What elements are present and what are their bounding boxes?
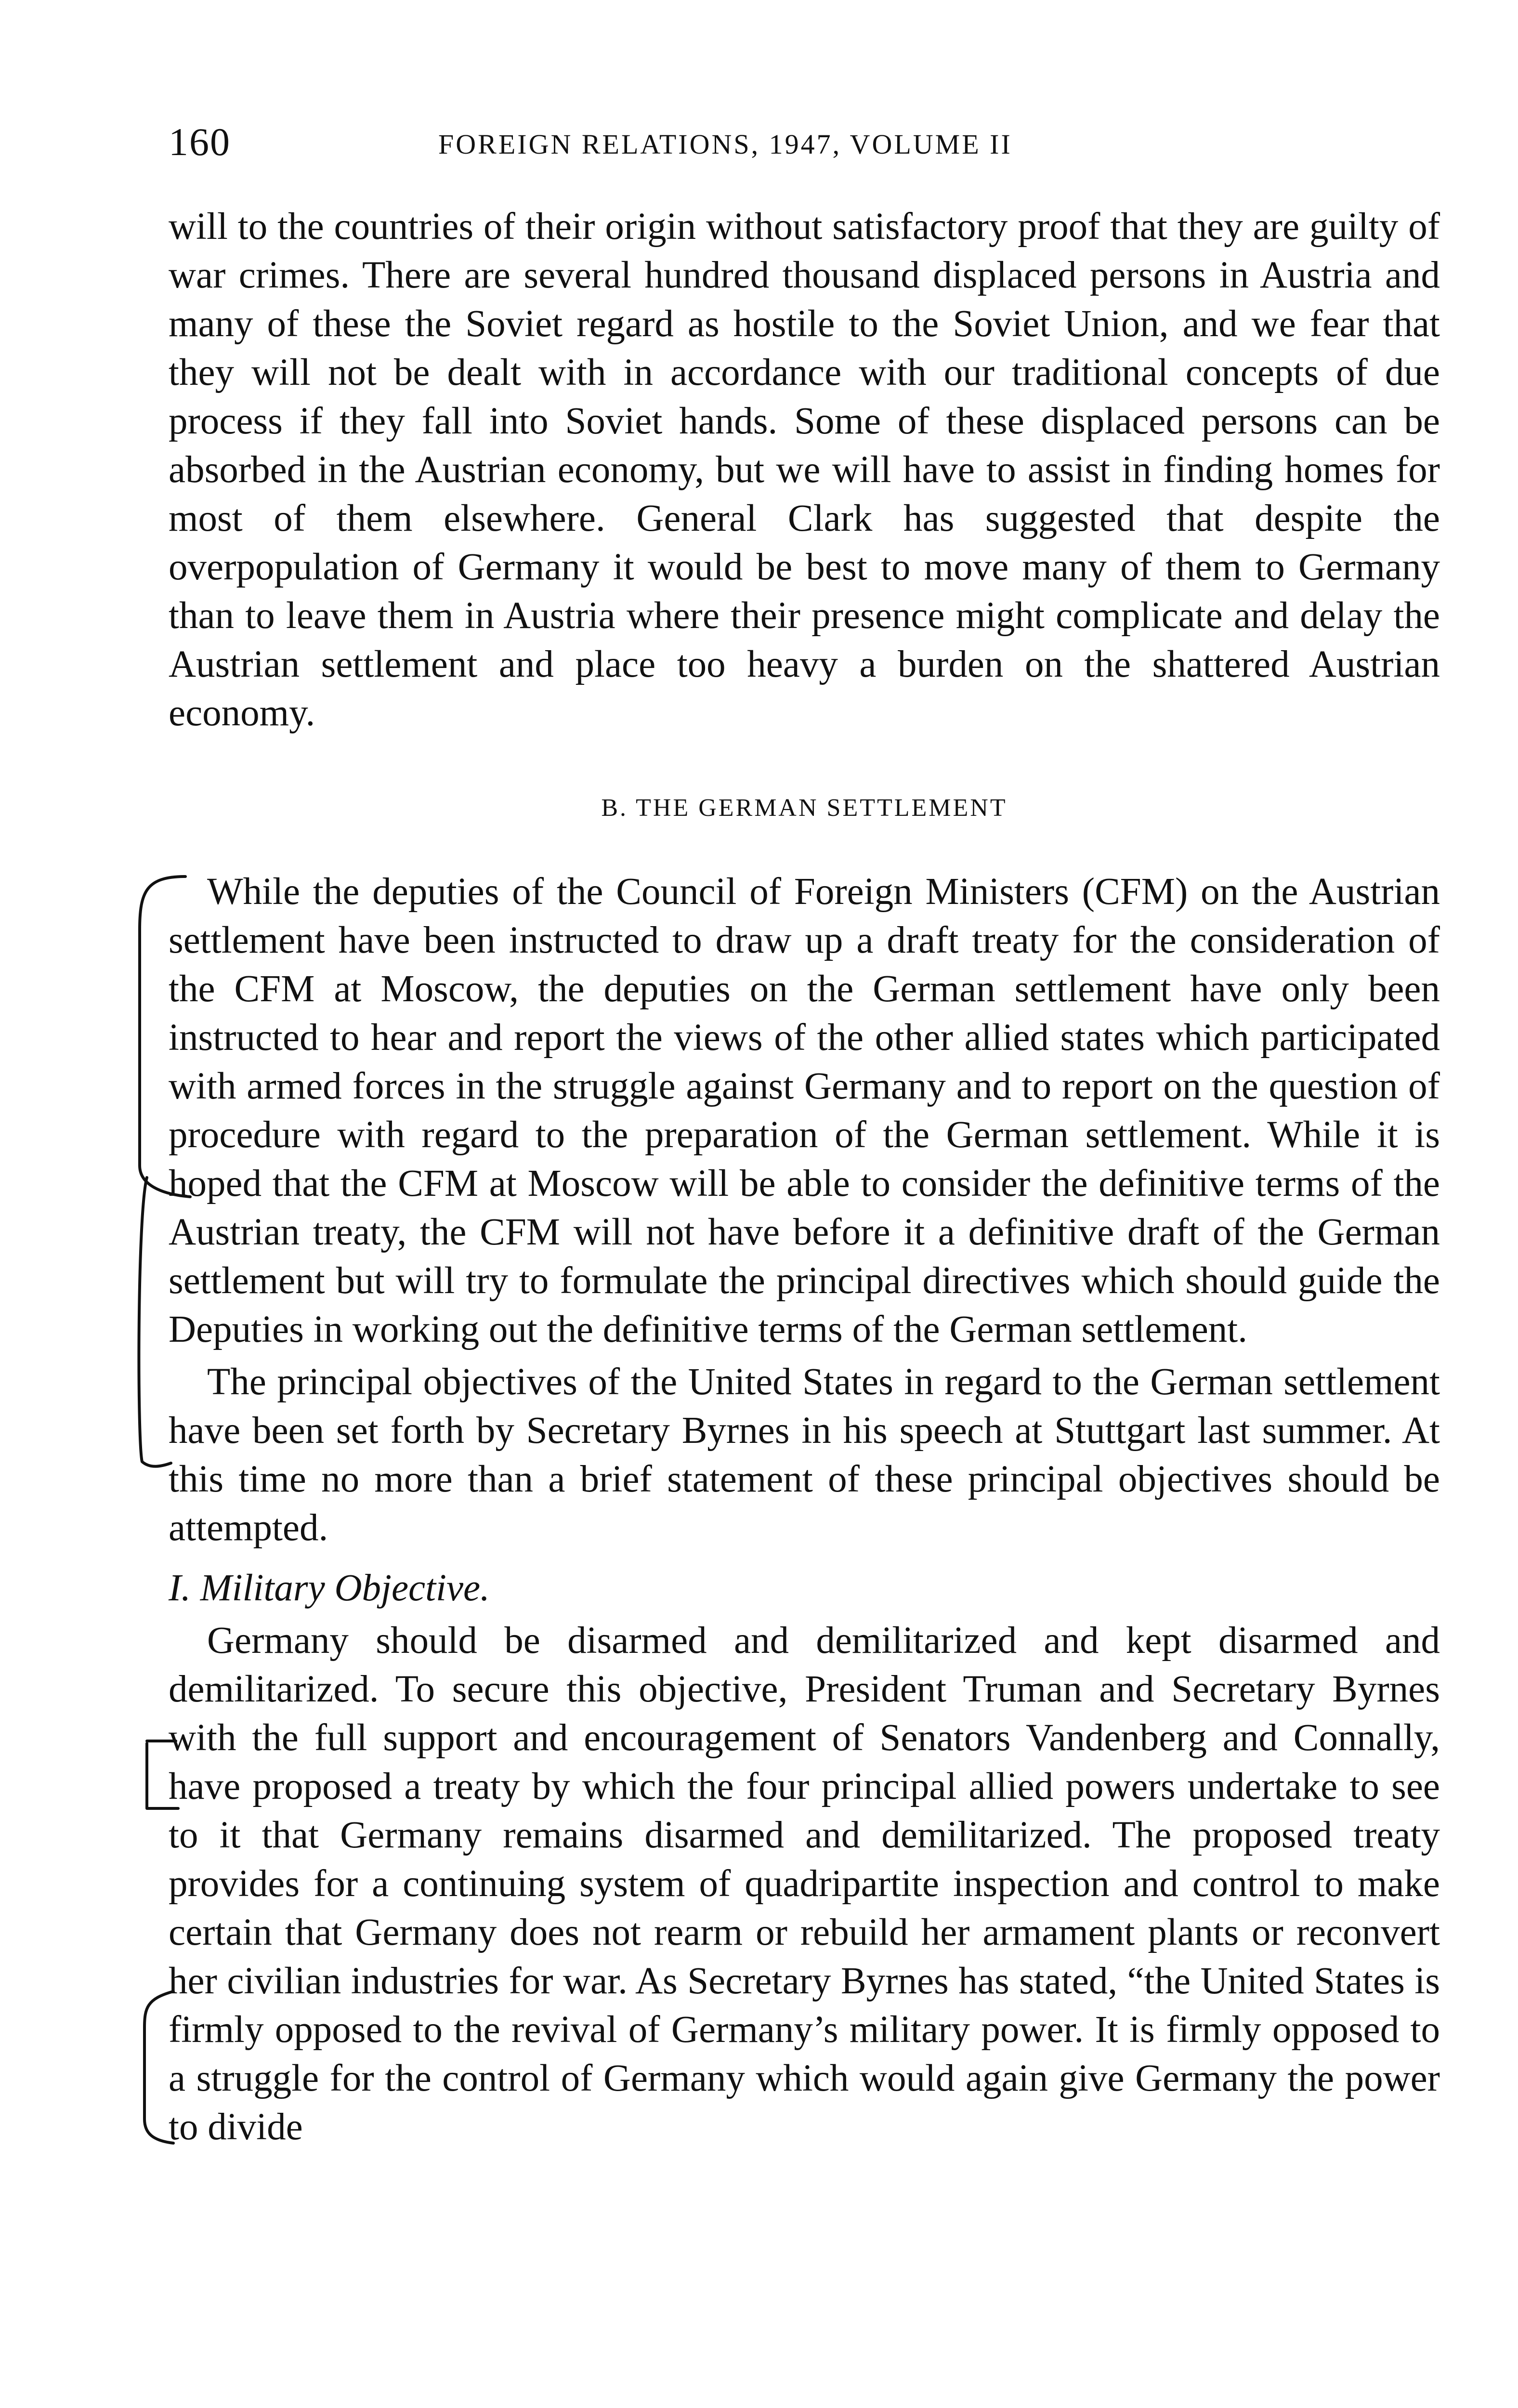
running-head — [169, 119, 1440, 172]
german-settlement-paragraph-2: The principal objectives of the United States in regard to the German settlement have been set forth by Secretary Byrnes in his speech at Stuttgart last summer. At this time no more than a brief statement of these principal objectives should be attempted. — [169, 1361, 1440, 1549]
military-objective-paragraph: Germany should be disarmed and demilitarized and kept disarmed and demilitarized. To secure this objective, President Truman and Secretary Byrnes with the full support and encouragement of Senators Vandenberg and Connally, have proposed a treaty by which the four principal allied powers undertake to see to it that Germany remains disarmed and demilitarized. The proposed treaty provides for a continuing system of quadripartite inspection and control to make certain that Germany does not rearm or rebuild her armament plants or reconvert her civilian industries for war. As Secretary Byrnes has stated, “the United States is firmly opposed to the revival of Germany’s military power. It is firmly opposed to a struggle for the control of Germany which would again give Germany the power to divide — [169, 1620, 1440, 2148]
page-number: 160 — [169, 120, 231, 164]
section-heading-german-settlement: B. THE GERMAN SETTLEMENT — [601, 794, 1008, 822]
military-objective-heading: I. Military Objective. — [169, 1567, 490, 1609]
main-text — [169, 202, 1440, 2155]
publication-title: FOREIGN RELATIONS, 1947, VOLUME II — [438, 129, 1012, 160]
german-settlement-paragraph-1: While the deputies of the Council of Foreign Ministers (CFM) on the Austrian settlement have been instructed to draw up a draft treaty for the consideration of the CFM at Moscow, the deputies on the German settlement have only been instructed to hear and report the views of the other allied states which participated with armed forces in the struggle against Germany and to report on the question of procedure with regard to the preparation of the German settlement. While it is hoped that the CFM at Moscow will be able to consider the definitive terms of the Austrian treaty, the CFM will not have before it a definitive draft of the German settlement but will try to formulate the principal directives which should guide the Deputies in working out the definitive terms of the German settlement. — [169, 871, 1440, 1350]
continued-paragraph: will to the countries of their origin without satisfactory proof that they are guilty of war crimes. There are several hundred thousand displaced persons in Austria and many of these the Soviet regard as hostile to the Soviet Union, and we fear that they will not be dealt with in accordance with our traditional concepts of due process if they fall into Soviet hands. Some of these displaced persons can be absorbed in the Austrian economy, but we will have to assist in finding homes for most of them elsewhere. General Clark has suggested that despite the overpopulation of Germany it would be best to move many of them to Germany than to leave them in Austria where their presence might complicate and delay the Austrian settlement and place too heavy a burden on the shattered Austrian economy. — [169, 206, 1440, 734]
